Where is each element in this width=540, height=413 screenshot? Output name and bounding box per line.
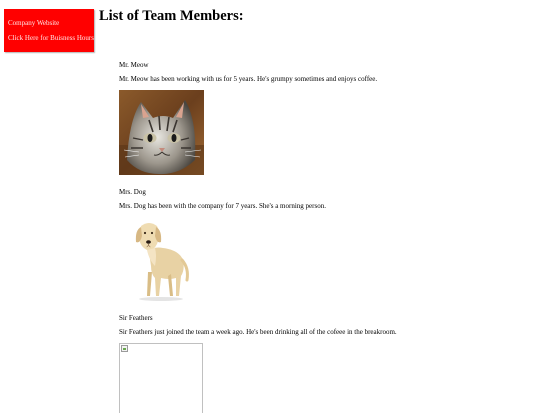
member-description-mrs-dog: Mrs. Dog has been with the company for 7 years. She's a morning person. bbox=[119, 202, 326, 210]
member-name-mr-meow: Mr. Meow bbox=[119, 61, 149, 69]
broken-image-icon bbox=[121, 345, 128, 352]
company-website-link[interactable]: Company Website bbox=[8, 19, 60, 27]
business-hours-link[interactable]: Click Here for Buisness Hours bbox=[8, 34, 94, 42]
member-name-sir-feathers: Sir Feathers bbox=[119, 314, 153, 322]
dog-photo bbox=[119, 216, 204, 301]
member-name-mrs-dog: Mrs. Dog bbox=[119, 188, 146, 196]
member-description-sir-feathers: Sir Feathers just joined the team a week ago. He's been drinking all of the cofeee in the breakroom. bbox=[119, 328, 397, 336]
page-title: List of Team Members: bbox=[99, 8, 244, 24]
sir-feathers-photo bbox=[119, 343, 203, 413]
member-description-mr-meow: Mr. Meow has been working with us for 5 years. He's grumpy sometimes and enjoys coffee. bbox=[119, 75, 378, 83]
sidebar-nav bbox=[4, 9, 94, 52]
cat-photo bbox=[119, 90, 204, 175]
